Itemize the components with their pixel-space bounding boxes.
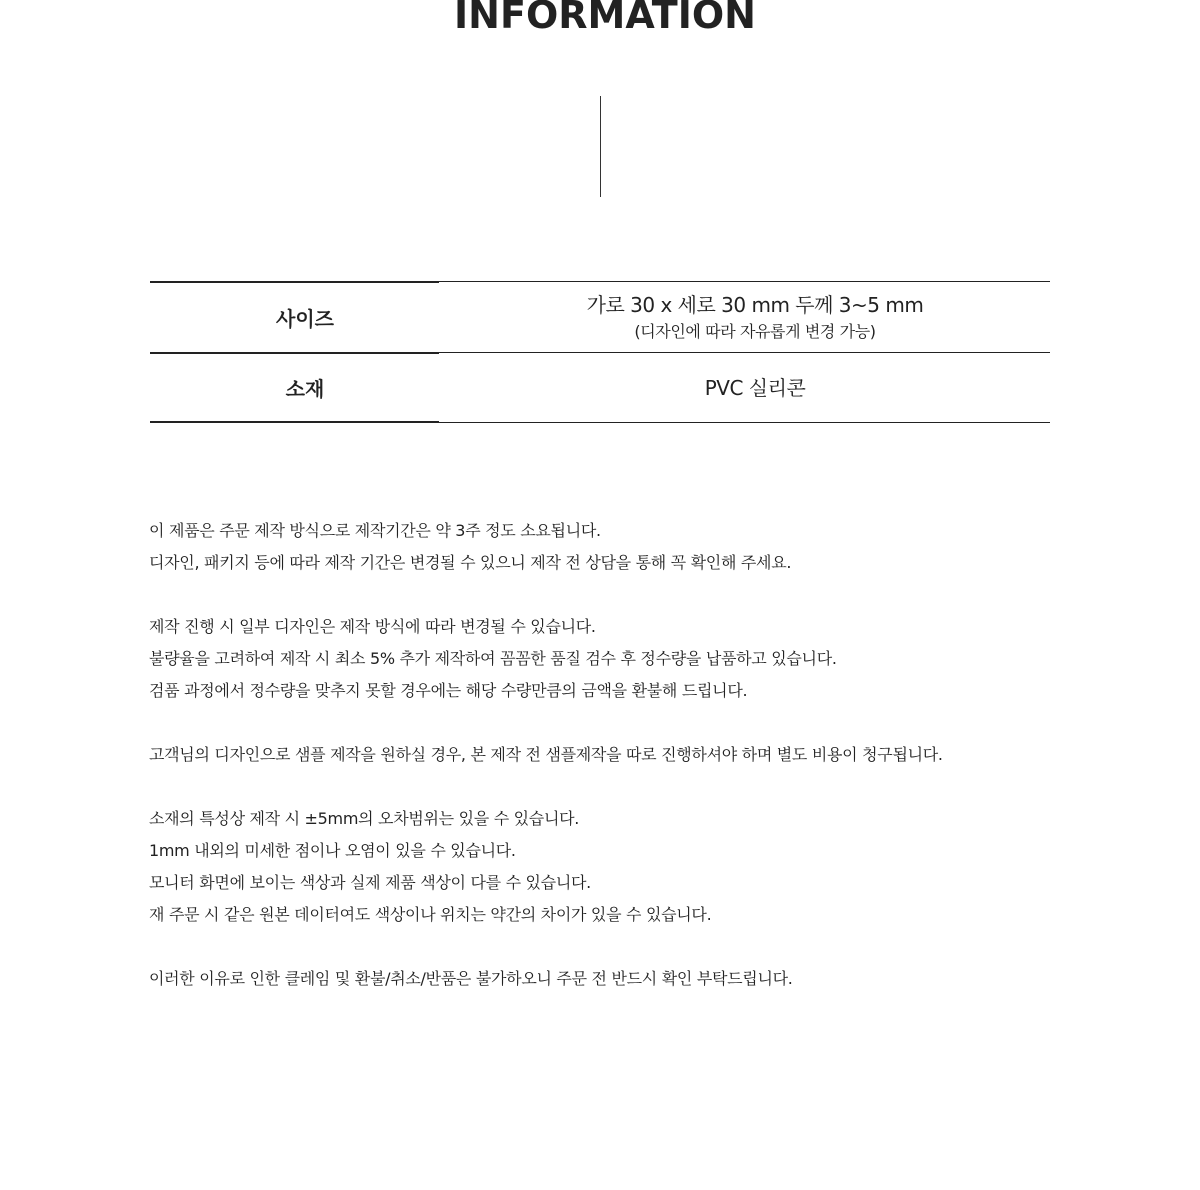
paragraph-spacer — [149, 579, 1109, 611]
size-label: 사이즈 — [276, 306, 334, 331]
size-value: 가로 30 x 세로 30 mm 두께 3~5 mm — [586, 292, 924, 317]
material-label: 소재 — [285, 377, 325, 401]
size-value-cell — [460, 282, 1050, 352]
notice-line: 디자인, 패키지 등에 따라 제작 기간은 변경될 수 있으니 제작 전 상담을 통해 꼭 확인해 주세요. — [149, 553, 792, 572]
notice-line: 소재의 특성상 제작 시 ±5mm의 오차범위는 있을 수 있습니다. — [149, 809, 580, 828]
notice-line: 불량율을 고려하여 제작 시 최소 5% 추가 제작하여 꼼꼼한 품질 검수 후 정수량을 납품하고 있습니다. — [149, 649, 837, 668]
page-title: INFORMATION — [454, 0, 756, 37]
divider-line — [600, 96, 601, 197]
material-value: PVC 실리콘 — [704, 375, 806, 400]
notice-line: 모니터 화면에 보이는 색상과 실제 제품 색상이 다를 수 있습니다. — [149, 873, 591, 892]
paragraph-spacer — [149, 707, 1109, 739]
notice-line: 고객님의 디자인으로 샘플 제작을 원하실 경우, 본 제작 전 샘플제작을 따로 진행하셔야 하며 별도 비용이 청구됩니다. — [149, 745, 943, 764]
info-table — [150, 281, 1050, 423]
notice-text-block — [149, 515, 1109, 995]
notice-line: 이러한 이유로 인한 클레임 및 환불/취소/반품은 불가하오니 주문 전 반드시 확인 부탁드립니다. — [149, 969, 793, 988]
paragraph-spacer — [149, 771, 1109, 803]
material-value-cell — [460, 353, 1050, 422]
notice-line: 검품 과정에서 정수량을 맞추지 못할 경우에는 해당 수량만큼의 금액을 환불해 드립니다. — [149, 681, 748, 700]
notice-line: 1mm 내외의 미세한 점이나 오염이 있을 수 있습니다. — [149, 841, 516, 860]
notice-line: 이 제품은 주문 제작 방식으로 제작기간은 약 3주 정도 소요됩니다. — [149, 521, 601, 540]
table-row-material — [150, 352, 1050, 423]
size-note: (디자인에 따라 자유롭게 변경 가능) — [634, 321, 876, 341]
notice-line: 재 주문 시 같은 원본 데이터여도 색상이나 위치는 약간의 차이가 있을 수 있습니다. — [149, 905, 712, 924]
table-row-size — [150, 281, 1050, 352]
notice-line: 제작 진행 시 일부 디자인은 제작 방식에 따라 변경될 수 있습니다. — [149, 617, 596, 636]
paragraph-spacer — [149, 931, 1109, 963]
